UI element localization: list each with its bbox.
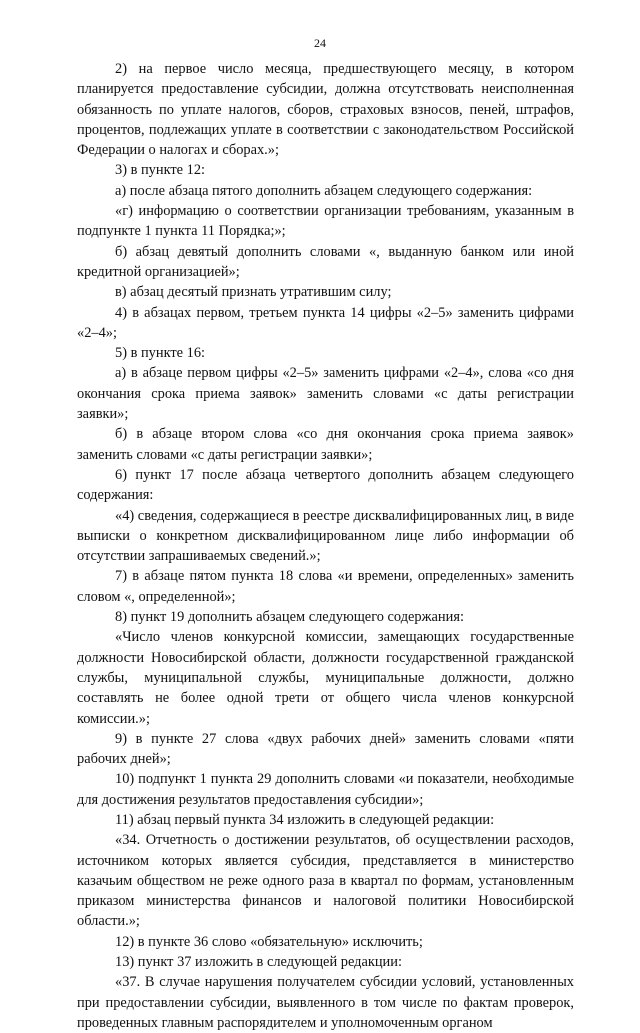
page-number: 24 [314, 36, 326, 50]
paragraph-item-3v: в) абзац десятый признать утратившим силу; [115, 284, 392, 301]
paragraph-item-11: 11) абзац первый пункта 34 изложить в следующей редакции: [115, 811, 495, 828]
paragraph-item-13: 13) пункт 37 изложить в следующей редакции: [115, 954, 402, 971]
paragraph-quote-34: «34. Отчетность о достижении результатов, об осуществлении расходов, источником которых является субсидия, представляется в министерство казачьим обществом не реже одного раза в квартал по формам, установленным приказом министерства финансов и налоговой политики Новосибирской области.»; [77, 832, 574, 930]
paragraph-item-4: 4) в абзацах первом, третьем пункта 14 цифры «2–5» заменить цифрами «2–4»; [77, 304, 574, 341]
paragraph-item-2: 2) на первое число месяца, предшествующего месяцу, в котором планируется предоставление субсидии, должна отсутствовать неисполненная обязанность по уплате налогов, сборов, страховых взносов, пеней, штрафов, процентов, подлежащих уплате в соответствии с законодательством Российской Федерации о налогах и сборах.»; [77, 61, 574, 159]
paragraph-quote-37: «37. В случае нарушения получателем субсидии условий, установленных при предоставлении субсидии, выявленного в том числе по фактам проверок, проведенных главным распорядителем и уполномоченным органом [77, 974, 574, 1031]
paragraph-item-10: 10) подпункт 1 пункта 29 дополнить словами «и показатели, необходимые для достижения результатов предоставления субсидии»; [77, 771, 574, 808]
paragraph-quote-4: «4) сведения, содержащиеся в реестре дисквалифицированных лиц, в виде выписки о конкретном дисквалифицированном лице либо информации об отсутствии запрашиваемых сведений.»; [77, 507, 574, 565]
paragraph-item-3: 3) в пункте 12: [115, 162, 206, 179]
paragraph-item-12: 12) в пункте 36 слово «обязательную» исключить; [115, 933, 423, 950]
paragraph-quote-g: «г) информацию о соответствии организации требованиям, указанным в подпункте 1 пункта 11 Порядка;»; [77, 203, 574, 240]
paragraph-item-3b: б) абзац девятый дополнить словами «, выданную банком или иной кредитной организацией»; [77, 243, 574, 280]
paragraph-item-6: 6) пункт 17 после абзаца четвертого дополнить абзацем следующего содержания: [77, 466, 574, 504]
paragraph-item-3a: а) после абзаца пятого дополнить абзацем следующего содержания: [115, 182, 533, 199]
paragraph-item-8: 8) пункт 19 дополнить абзацем следующего содержания: [115, 609, 464, 626]
paragraph-item-5b: б) в абзаце втором слова «со дня окончания срока приема заявок» заменить словами «с даты регистрации заявки»; [77, 426, 574, 463]
paragraph-item-5a: а) в абзаце первом цифры «2–5» заменить цифрами «2–4», слова «со дня окончания срока приема заявок» заменить словами «с даты регистрации заявки»; [77, 365, 574, 423]
paragraph-item-7: 7) в абзаце пятом пункта 18 слова «и времени, определенных» заменить словом «, определенной»; [77, 568, 574, 605]
paragraph-quote-commission: «Число членов конкурсной комиссии, замещающих государственные должности Новосибирской области, должности государственной гражданской службы, муниципальной службы, муниципальные должности, должно составлять не более одной трети от общего числа членов конкурсной комиссии.»; [77, 629, 574, 727]
document-body [77, 59, 574, 1033]
paragraph-item-5: 5) в пункте 16: [115, 345, 206, 362]
paragraph-item-9: 9) в пункте 27 слова «двух рабочих дней» заменить словами «пяти рабочих дней»; [77, 730, 574, 768]
